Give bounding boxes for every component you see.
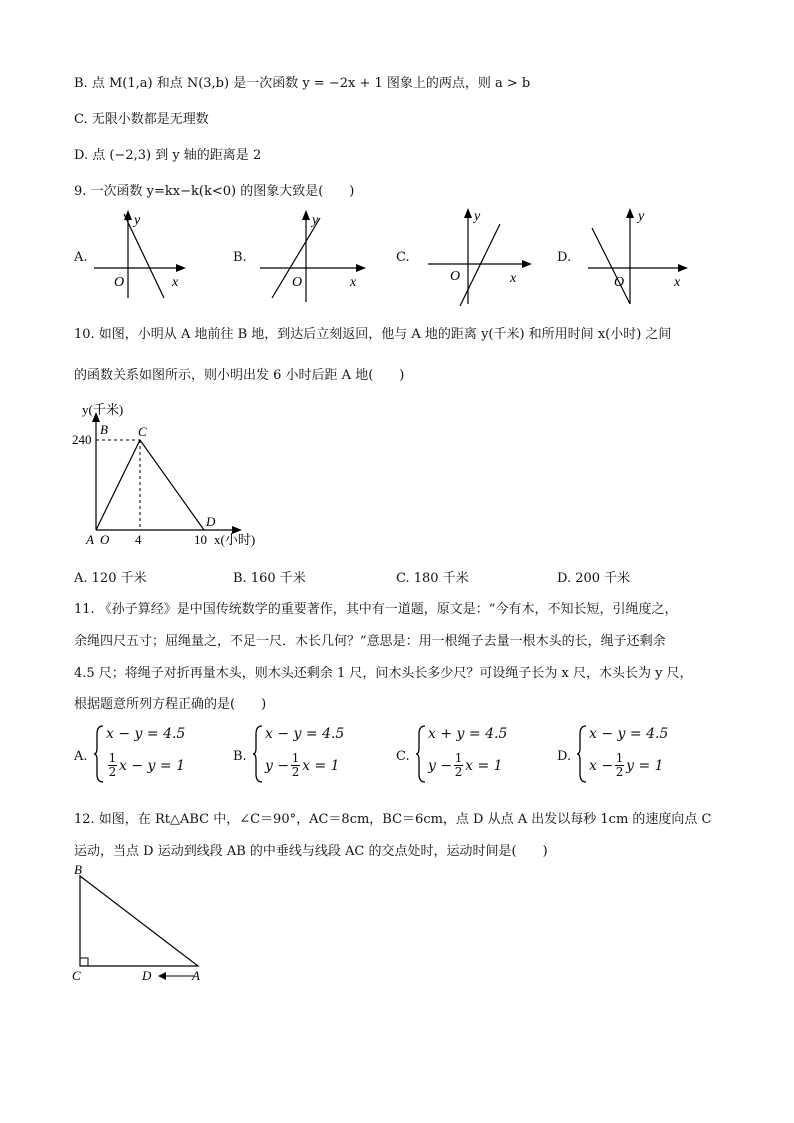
q9-graph-d <box>582 204 694 308</box>
q10-option-c: C. 180 千米 <box>396 571 469 586</box>
q11-option-a <box>74 724 224 786</box>
frac-num: 1 <box>291 751 300 765</box>
q11-equation-2: x − 1 2 y = 1 <box>589 751 664 779</box>
frac-num: 1 <box>615 751 624 765</box>
q11-line4: 根据题意所列方程正确的是( ) <box>74 697 267 712</box>
q11-equation-2: y − 1 2 x = 1 <box>265 751 340 779</box>
q9-graph-a <box>90 206 200 301</box>
q10-option-a: A. 120 千米 <box>74 571 147 586</box>
frac-den: 2 <box>615 765 624 779</box>
svg-text:D: D <box>206 514 216 529</box>
svg-text:x(小时): x(小时) <box>214 532 256 547</box>
svg-text:x: x <box>350 275 357 290</box>
frac-num: 1 <box>108 751 117 765</box>
q11-equation-1: x − y = 4.5 <box>106 726 186 742</box>
svg-text:D: D <box>142 968 152 983</box>
q11-option-c <box>396 724 546 786</box>
frac-den: 2 <box>454 765 463 779</box>
q12-right-triangle-figure <box>66 858 216 986</box>
q10-option-d: D. 200 千米 <box>557 571 631 586</box>
svg-text:y: y <box>638 209 645 224</box>
svg-text:4: 4 <box>135 532 142 547</box>
svg-text:C: C <box>72 968 81 983</box>
q12-line1: 12. 如图，在 Rt△ABC 中，∠C＝90°，AC＝8cm，BC＝6cm，点 D 从点 A 出发以每秒 1cm 的速度向点 C <box>74 812 712 827</box>
left-brace-icon <box>416 724 426 784</box>
q8-option-b: B. 点 M(1,a) 和点 N(3,b) 是一次函数 y = −2x + 1 图象上的两点，则 a > b <box>74 76 531 91</box>
fraction-one-half <box>454 752 463 779</box>
svg-text:B: B <box>74 862 82 877</box>
q11-option-label: D. <box>557 749 572 764</box>
q11-option-b <box>233 724 383 786</box>
q11-equation-1: x + y = 4.5 <box>428 726 508 742</box>
left-brace-icon <box>94 724 104 784</box>
q11-line2: 余绳四尺五寸；屈绳量之，不足一尺．木长几何？”意思是：用一根绳子去量一根木头的长，绳子还剩余 <box>74 634 666 649</box>
left-brace-icon <box>253 724 263 784</box>
q11-option-label: C. <box>396 749 410 764</box>
svg-text:x: x <box>172 275 179 290</box>
svg-text:240: 240 <box>72 432 92 447</box>
svg-text:O: O <box>114 275 125 290</box>
svg-text:x: x <box>674 275 681 290</box>
svg-text:A: A <box>86 532 94 547</box>
frac-den: 2 <box>291 765 300 779</box>
q11-option-label: B. <box>233 749 247 764</box>
q11-line1: 11. 《孙子算经》是中国传统数学的重要著作，其中有一道题，原文是：“今有木，不知长短，引绳度之， <box>74 602 678 617</box>
q11-equation-2: 1 2 x − y = 1 <box>108 751 185 779</box>
q9-stem: 9. 一次函数 y=kx−k(k<0) 的图象大致是( ) <box>74 184 355 199</box>
q10-option-b: B. 160 千米 <box>233 571 306 586</box>
frac-num: 1 <box>454 751 463 765</box>
svg-text:O: O <box>450 269 461 284</box>
svg-text:x: x <box>510 271 517 286</box>
fraction-one-half <box>615 752 624 779</box>
q10-distance-time-graph <box>60 398 270 550</box>
q8-option-d: D. 点 (−2,3) 到 y 轴的距离是 2 <box>74 148 262 163</box>
q11-equation-1: x − y = 4.5 <box>589 726 669 742</box>
frac-den: 2 <box>108 765 117 779</box>
q11-option-label: A. <box>74 749 88 764</box>
svg-text:O: O <box>100 532 110 547</box>
svg-text:y: y <box>312 213 319 228</box>
q11-equation-2: y − 1 2 x = 1 <box>428 751 503 779</box>
q10-stem-line2: 的函数关系如图所示，则小明出发 6 小时后距 A 地( ) <box>74 368 405 383</box>
svg-text:y: y <box>134 213 141 228</box>
q11-equation-1: x − y = 4.5 <box>265 726 345 742</box>
svg-text:10: 10 <box>194 532 207 547</box>
q12-line2: 运动，当点 D 运动到线段 AB 的中垂线与线段 AC 的交点处时，运动时间是( ) <box>74 844 548 859</box>
svg-text:C: C <box>138 424 147 439</box>
svg-text:y: y <box>474 209 481 224</box>
q9-graph-c <box>424 204 540 308</box>
q11-line3: 4.5 尺；将绳子对折再量木头，则木头还剩余 1 尺，问木头长多少尺？可设绳子长为 x 尺，木头长为 y 尺， <box>74 666 693 681</box>
fraction-one-half <box>108 752 117 779</box>
svg-text:O: O <box>614 275 625 290</box>
svg-text:O: O <box>292 275 303 290</box>
left-brace-icon <box>577 724 587 784</box>
svg-text:y(千米): y(千米) <box>82 402 124 417</box>
q8-option-c: C. 无限小数都是无理数 <box>74 112 209 127</box>
q10-stem-line1: 10. 如图，小明从 A 地前往 B 地，到达后立刻返回，他与 A 地的距离 y(千米) 和所用时间 x(小时) 之间 <box>74 327 672 342</box>
q9-graph-b <box>250 206 370 306</box>
q11-option-d <box>557 724 707 786</box>
svg-text:A: A <box>192 968 200 983</box>
fraction-one-half <box>291 752 300 779</box>
svg-text:B: B <box>100 422 108 437</box>
